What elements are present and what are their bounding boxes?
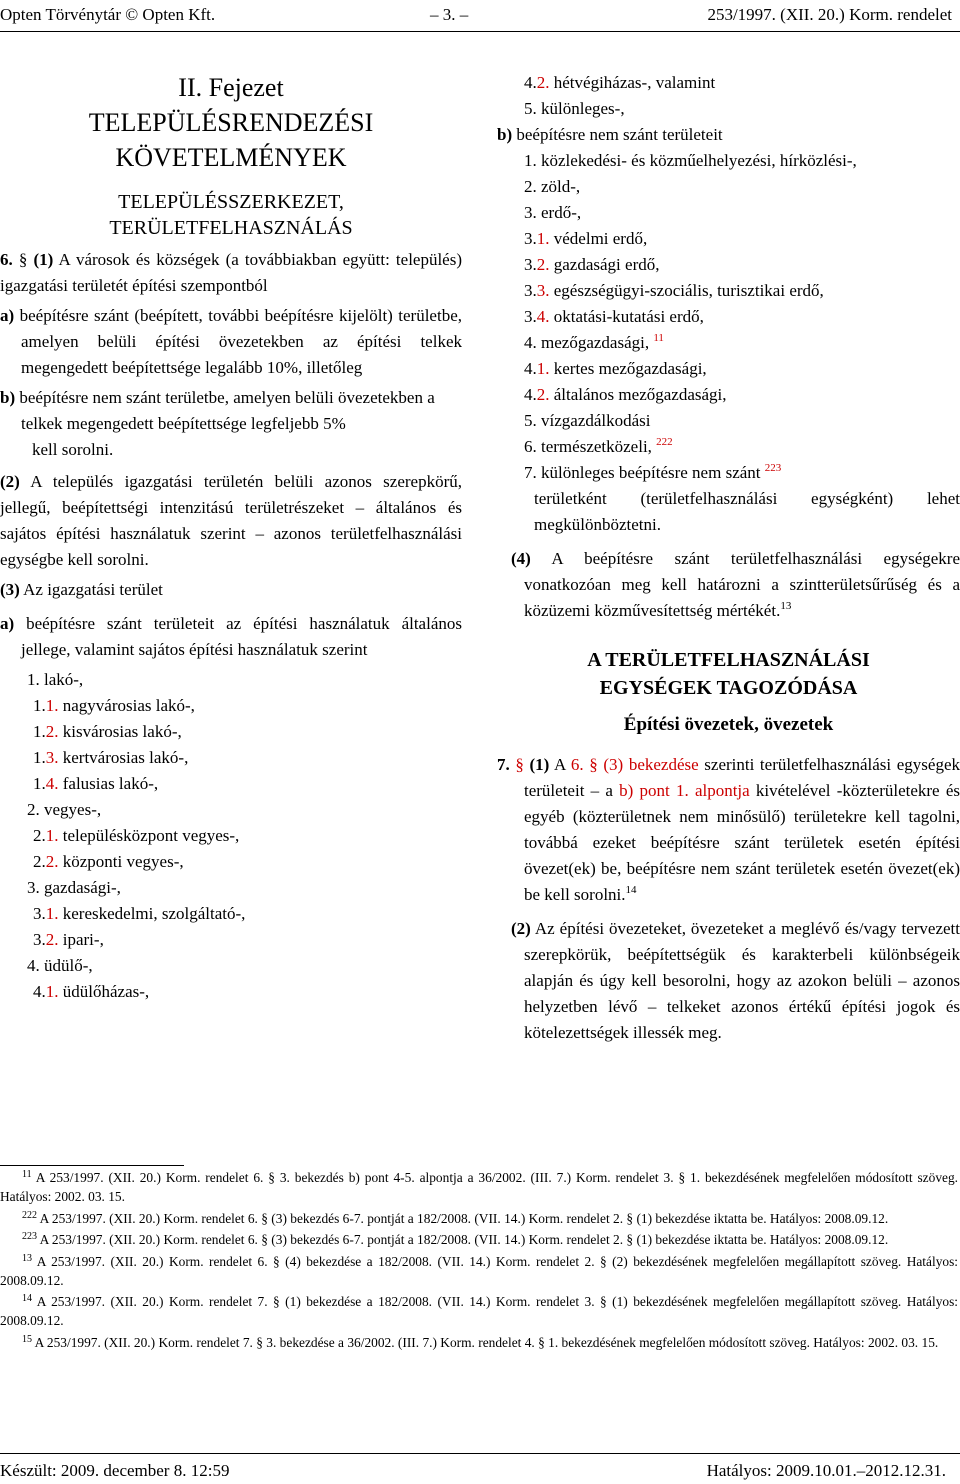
chapter-title-line1: TELEPÜLÉSRENDEZÉSI: [88, 108, 374, 137]
footnote-text: A 253/1997. (XII. 20.) Korm. rendelet 6. § (4) bekezdése a 182/2008. (VII. 14.) Korm. rendelet 2. § (2) bekezdésének megfelelően megállapított szöveg. Hatályos: 2008.09.12.: [0, 1253, 959, 1288]
list-item-number: 3.: [33, 930, 46, 949]
s6-p3a-text: beépítésre szánt területeit az építési használatuk általános jellege, valamint sajátos építési használatuk szerint: [21, 614, 462, 659]
list-item-number: 6.: [524, 437, 537, 456]
footnote: [0, 1209, 958, 1228]
footer-right: Hatályos: 2009.10.01.–2012.12.31.: [706, 1461, 946, 1480]
s6-paragraph-2: [0, 469, 462, 573]
list-item-text: általános mezőgazdasági,: [549, 385, 727, 404]
s6-point-b: [0, 385, 462, 437]
s7-p2-mark: (2): [511, 919, 531, 938]
list-item-text: ipari-,: [58, 930, 104, 949]
s7-p1-mark: (1): [529, 755, 550, 774]
land-use-list-unbuilt: [497, 148, 960, 486]
list-item-text: nagyvárosias lakó-,: [58, 696, 195, 715]
list-item: [497, 408, 960, 434]
footnotes: [0, 1168, 958, 1355]
right-column: [497, 70, 960, 1050]
footnote-rule: [0, 1165, 184, 1166]
footnote-ref[interactable]: 223: [764, 462, 782, 474]
s6-p1-mark: (1): [33, 250, 54, 269]
list-item-text: vízgazdálkodási: [536, 411, 651, 430]
list-item-subnumber: 1.: [45, 904, 59, 923]
s6-p2-text: A település igazgatási területén belüli azonos szerepkörű, jellegű, beépítettségi intenzitású területrészeket – általános és sajátos építési használatuk szerint – azonos területfelhasználási egységbe kell sorolni.: [0, 472, 462, 569]
s6-section-sign: §: [18, 250, 28, 269]
s7-section-sign: §: [515, 755, 524, 774]
s6-p2-mark: (2): [0, 472, 20, 491]
list-item: [497, 330, 960, 356]
list-item: [0, 953, 462, 979]
list-item: [0, 693, 462, 719]
s6-paragraph-4: [497, 546, 960, 624]
list-item-number: 1.: [33, 696, 46, 715]
right-b-continuation: területként (területfelhasználási egységként) lehet megkülönböztetni.: [534, 489, 960, 534]
s6-p1-text: A városok és községek (a továbbiakban együtt: település) igazgatási területét építési szempontból: [0, 250, 463, 295]
footnote: [0, 1230, 958, 1249]
list-item-text: lakó-,: [39, 670, 84, 689]
section-subtitle: Építési övezetek, övezetek: [623, 714, 834, 735]
list-item: [497, 252, 960, 278]
footnote-ref[interactable]: 222: [656, 436, 673, 448]
s7-paragraph-2: [497, 916, 960, 1046]
header-rule: [0, 31, 960, 32]
list-item-text: üdülő-,: [39, 956, 93, 975]
list-item-number: 3.: [524, 307, 537, 326]
list-item-subnumber: 1.: [45, 982, 59, 1001]
right-b-mark: b): [497, 125, 513, 144]
list-item-number: 1.: [27, 670, 40, 689]
list-item-text: gazdasági-,: [39, 878, 121, 897]
list-item: [497, 278, 960, 304]
list-item: [0, 719, 462, 745]
list-item-number: 2.: [27, 800, 40, 819]
list-item-number: 4.: [524, 333, 537, 352]
list-item-text: kertvárosias lakó-,: [58, 748, 189, 767]
footnote-number: 223: [22, 1231, 37, 1243]
list-item: [497, 148, 960, 174]
link-6-3-bekezdes[interactable]: 6. § (3) bekezdése: [570, 755, 699, 774]
s6-p3-mark: (3): [0, 580, 20, 599]
list-item-subnumber: 3.: [536, 281, 550, 300]
list-item-subnumber: 4.: [536, 307, 550, 326]
list-item-text: oktatási-kutatási erdő,: [549, 307, 704, 326]
chapter-subtitle-line2: TERÜLETFELHASZNÁLÁS: [109, 217, 353, 239]
footnote-text: A 253/1997. (XII. 20.) Korm. rendelet 6. § (3) bekezdés 6-7. pontját a 182/2008. (VII. 14.) Korm. rendelet 2. § (1) bekezdése iktatta be. Hatályos: 2008.09.12.: [39, 1210, 889, 1226]
list-item-text: kertes mezőgazdasági,: [549, 359, 707, 378]
list-item-number: 1.: [524, 151, 537, 170]
footnote: [0, 1168, 958, 1206]
list-item-number: 4.: [524, 73, 537, 92]
s7-p1-text-b: szerinti területfelhasználási egységek területeit – a: [524, 755, 960, 800]
list-item-subnumber: 2.: [45, 930, 59, 949]
s7-paragraph-1: [497, 752, 960, 908]
s6-paragraph-3: [0, 577, 462, 603]
list-item: [0, 875, 462, 901]
list-item-number: 2.: [33, 852, 46, 871]
s7-p1-text-a: A: [553, 755, 571, 774]
list-item-subnumber: 1.: [45, 696, 59, 715]
list-item-subnumber: 2.: [536, 73, 550, 92]
list-item-text: hétvégiházas-, valamint: [549, 73, 716, 92]
s6-a-mark: a): [0, 306, 15, 325]
right-b-text: beépítésre nem szánt területeit: [516, 125, 723, 144]
footnote-text: A 253/1997. (XII. 20.) Korm. rendelet 7. § (1) bekezdése a 182/2008. (VII. 14.) Korm. rendelet 3. § (1) bekezdésének megfelelően megállapított szöveg. Hatályos: 2008.09.12.: [0, 1294, 959, 1329]
list-item: [497, 226, 960, 252]
footnote-number: 11: [22, 1169, 32, 1180]
footnote-number: 222: [22, 1209, 37, 1221]
list-item-subnumber: 1.: [536, 359, 550, 378]
list-item-text: erdő-,: [536, 203, 582, 222]
list-item-number: 1.: [33, 722, 46, 741]
list-item-text: településközpont vegyes-,: [58, 826, 240, 845]
land-use-list-built-cont: [497, 70, 960, 122]
list-item-number: 3.: [524, 281, 537, 300]
list-item-text: zöld-,: [536, 177, 581, 196]
footnote-ref[interactable]: 11: [653, 332, 664, 344]
list-item-number: 4.: [33, 982, 46, 1001]
list-item-number: 4.: [524, 385, 537, 404]
list-item: [0, 771, 462, 797]
list-item-text: üdülőházas-,: [58, 982, 150, 1001]
list-item-subnumber: 2.: [536, 385, 550, 404]
list-item-number: 3.: [524, 203, 537, 222]
list-item: [497, 356, 960, 382]
list-item: [0, 745, 462, 771]
footnote: [0, 1333, 958, 1352]
footnote-ref-13[interactable]: 13: [780, 600, 792, 612]
list-item: [0, 849, 462, 875]
list-item-number: 3.: [33, 904, 46, 923]
list-item-number: 3.: [524, 255, 537, 274]
list-item: [497, 434, 960, 460]
footnote-text: A 253/1997. (XII. 20.) Korm. rendelet 7. § 3. bekezdése a 36/2002. (III. 7.) Korm. rendelet 4. § 1. bekezdésének megfelelően módosított szöveg. Hatályos: 2002. 03. 15.: [34, 1334, 939, 1350]
list-item-text: vegyes-,: [39, 800, 102, 819]
left-column: [0, 70, 462, 1005]
list-item-number: 3.: [27, 878, 40, 897]
list-item-text: gazdasági erdő,: [549, 255, 660, 274]
list-item-subnumber: 1.: [536, 229, 550, 248]
list-item: [0, 823, 462, 849]
chapter-subtitle-line1: TELEPÜLÉSSZERKEZET,: [118, 191, 344, 213]
list-item: [497, 460, 960, 486]
list-item-text: kereskedelmi, szolgáltató-,: [58, 904, 246, 923]
list-item-subnumber: 2.: [45, 722, 59, 741]
s6-p3-point-a: [0, 611, 462, 663]
s7-p1-text-c: kivételével -közterületekre és egyéb (közterületnek nem minősülő) területekre kell tagolni, továbbá ezeket beépítésre szánt területek esetén építési övezet(ek) be, beépítésre nem szánt területek esetén övezet(ek) be kell sorolni.: [524, 781, 960, 904]
link-b-pont-1-alpont[interactable]: b) pont 1. alpontja: [619, 781, 750, 800]
footnote-number: 14: [22, 1293, 32, 1305]
list-item-text: közlekedési- és közműelhelyezési, hírközlési-,: [536, 151, 857, 170]
list-item-text: kisvárosias lakó-,: [58, 722, 182, 741]
list-item-text: központi vegyes-,: [58, 852, 184, 871]
list-item-text: mezőgazdasági,: [536, 333, 650, 352]
list-item: [497, 70, 960, 96]
footnote-number: 13: [22, 1252, 32, 1264]
chapter-subtitle: [0, 189, 462, 241]
s6-p4-text: A beépítésre szánt területfelhasználási egységekre vonatkozóan meg kell határozni a szintterületsűrűség és a közüzemi közművesítettség mértékét.: [524, 549, 960, 620]
s6-b-mark: b): [0, 388, 16, 407]
s7-p2-text: Az építési övezeteket, övezeteket a meglévő és/vagy tervezett szerepkörük, beépítettségük és karakterbeli különbségeik alapján és úgy kell besorolni, hogy az azokon belüli – azonos helyzetben lévő – telkeket azonos értékű építési jogok és kötelezettségek illessék meg.: [524, 919, 960, 1042]
section-title: [497, 646, 960, 702]
s6-p3-text: Az igazgatási terület: [23, 580, 163, 599]
list-item: [497, 174, 960, 200]
list-item-text: egészségügyi-szociális, turisztikai erdő,: [549, 281, 824, 300]
list-item: [497, 200, 960, 226]
footer-rule: [0, 1453, 960, 1454]
list-item-text: különleges beépítésre nem szánt: [536, 463, 761, 482]
list-item-text: falusias lakó-,: [58, 774, 159, 793]
list-item-number: 5.: [524, 411, 537, 430]
footnote-text: A 253/1997. (XII. 20.) Korm. rendelet 6. § (3) bekezdés 6-7. pontját a 182/2008. (VII. 14.) Korm. rendelet 2. § (1) bekezdése iktatta be. Hatályos: 2008.09.12.: [39, 1232, 889, 1248]
chapter-number: II. Fejezet: [178, 73, 284, 102]
section-title-line1: A TERÜLETFELHASZNÁLÁSI: [587, 649, 870, 671]
list-item-number: 1.: [33, 748, 46, 767]
list-item: [497, 96, 960, 122]
s6-number: 6.: [0, 250, 13, 269]
s6-b-text: beépítésre nem szánt területbe, amelyen belüli övezetekben a telkek megengedett beépítettsége legfeljebb 5%: [19, 388, 435, 433]
list-item-subnumber: 4.: [45, 774, 59, 793]
list-item-number: 4.: [524, 359, 537, 378]
page-header: [0, 2, 960, 26]
s6-a-text: beépítésre szánt (beépített, további beépítésre kijelölt) területbe, amelyen belüli építési övezetekben az építési telkek megengedett beépítettsége legalább 10%, illetőleg: [19, 306, 463, 377]
list-item-number: 5.: [524, 99, 537, 118]
list-item-text: természetközeli,: [536, 437, 652, 456]
right-point-b: [497, 122, 960, 148]
header-left: Opten Törvénytár © Opten Kft.: [0, 5, 216, 24]
list-item: [497, 382, 960, 408]
list-item-subnumber: 2.: [45, 852, 59, 871]
list-item-number: 4.: [27, 956, 40, 975]
chapter-title-line2: KÖVETELMÉNYEK: [115, 143, 347, 172]
s6-p4-mark: (4): [511, 549, 531, 568]
footnote-number: 15: [22, 1333, 32, 1345]
list-item: [0, 901, 462, 927]
list-item-text: védelmi erdő,: [549, 229, 648, 248]
footnote-ref-14[interactable]: 14: [625, 884, 637, 896]
list-item-number: 7.: [524, 463, 537, 482]
header-right: 253/1997. (XII. 20.) Korm. rendelet: [707, 5, 952, 24]
footnote: [0, 1252, 958, 1290]
s7-number: 7.: [497, 755, 510, 774]
footnote-text: A 253/1997. (XII. 20.) Korm. rendelet 6. § 3. bekezdés b) pont 4-5. alpontja a 36/2002. (III. 7.) Korm. rendelet 3. § 1. bekezdésének megfelelően módosított szöveg. Hatályos: 2002. 03. 15.: [0, 1170, 958, 1204]
list-item-subnumber: 3.: [45, 748, 59, 767]
list-item-number: 3.: [524, 229, 537, 248]
s6-b-end: kell sorolni.: [32, 440, 114, 459]
list-item: [0, 797, 462, 823]
footnote: [0, 1292, 958, 1330]
list-item-number: 1.: [33, 774, 46, 793]
s6-p3a-mark: a): [0, 614, 15, 633]
list-item: [0, 927, 462, 953]
list-item-number: 2.: [524, 177, 537, 196]
s6-point-a: [0, 303, 462, 381]
land-use-list-built: [0, 667, 462, 1005]
list-item: [497, 304, 960, 330]
footer-left: Készült: 2009. december 8. 12:59: [0, 1461, 230, 1480]
list-item-text: különleges-,: [536, 99, 625, 118]
section-title-line2: EGYSÉGEK TAGOZÓDÁSA: [599, 677, 858, 699]
list-item: [0, 979, 462, 1005]
list-item: [0, 667, 462, 693]
list-item-number: 2.: [33, 826, 46, 845]
list-item-subnumber: 1.: [45, 826, 59, 845]
s6-paragraph-1: [0, 247, 462, 299]
list-item-subnumber: 2.: [536, 255, 550, 274]
header-page-number: – 3. –: [430, 5, 469, 24]
